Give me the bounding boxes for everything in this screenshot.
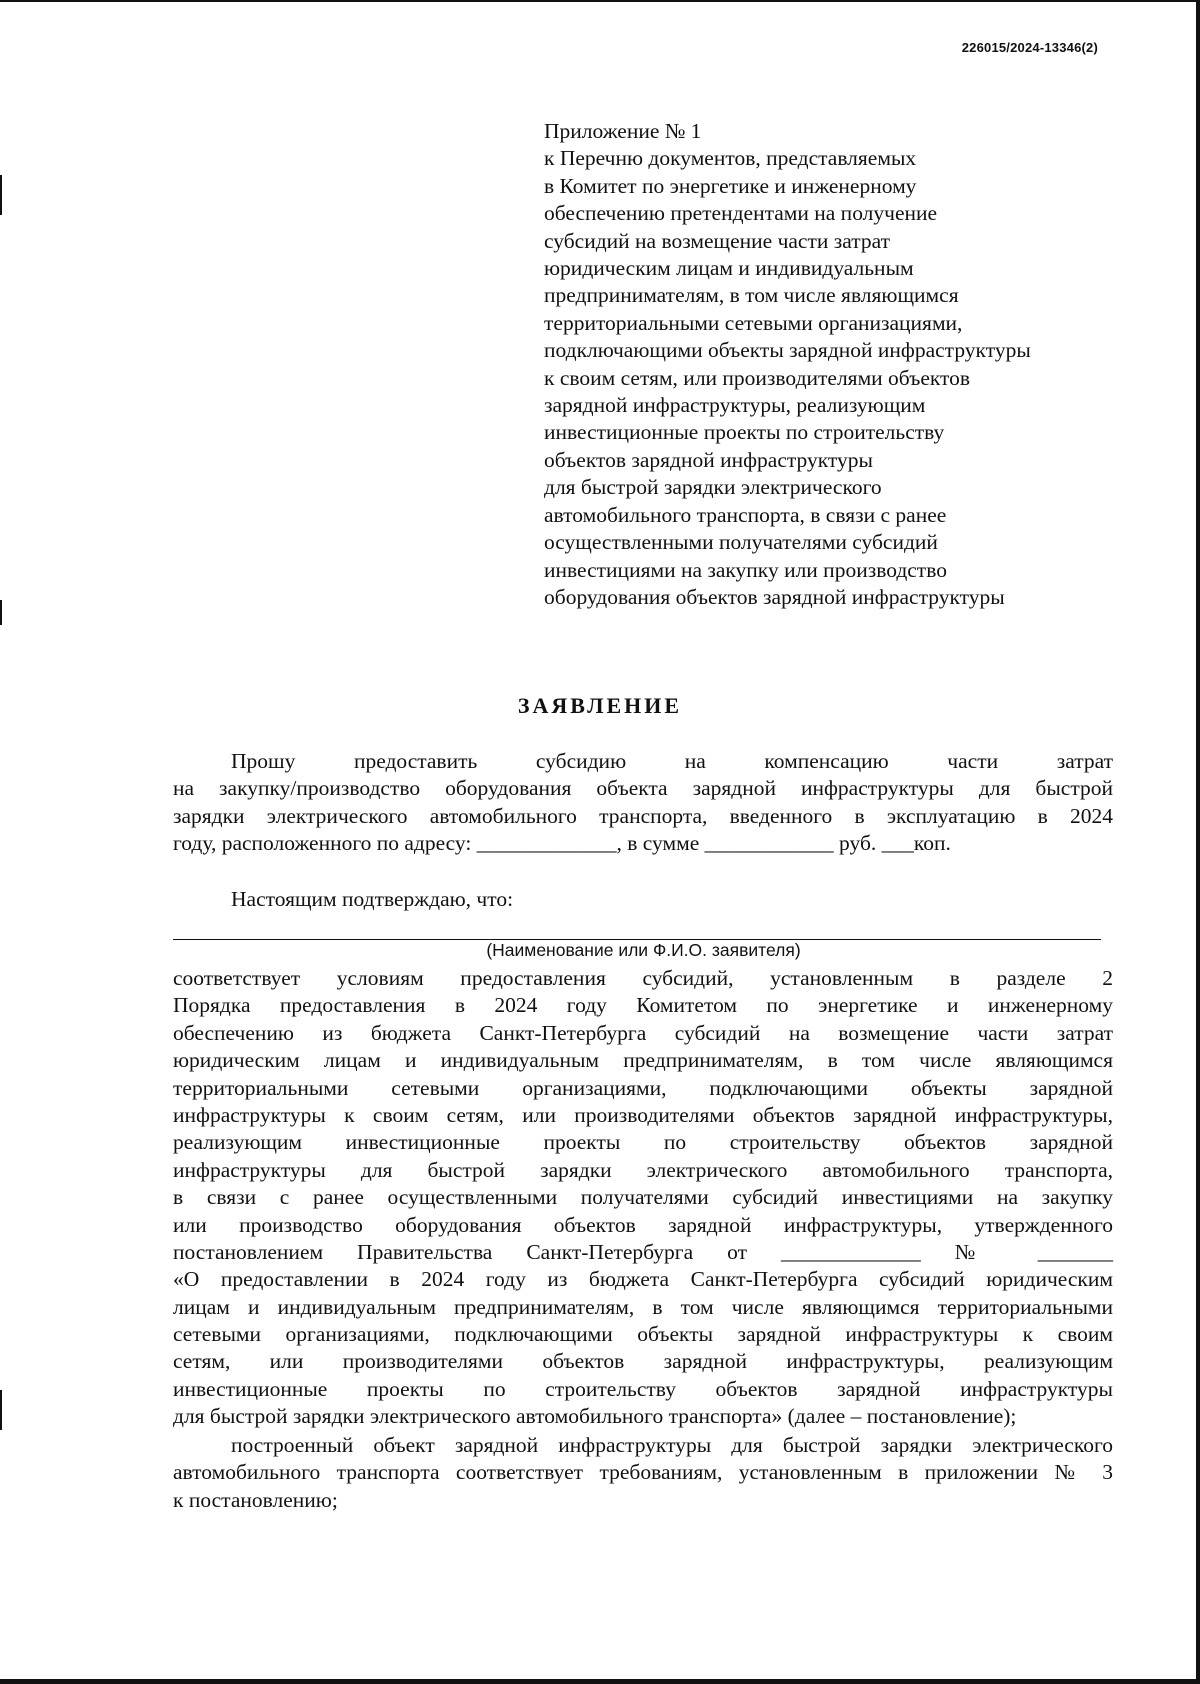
conditions-line: сетям, или производителями объектов зарядной инфраструктуры, реализующим: [173, 1349, 1113, 1374]
scan-edge-right: [1196, 0, 1200, 1684]
scan-edge-mark: [0, 175, 2, 215]
conditions-line: сетевыми организациями, подключающими объекты зарядной инфраструктуры к своим: [173, 1322, 1113, 1347]
appendix-line: объектов зарядной инфраструктуры: [544, 447, 873, 472]
scan-edge-bottom: [0, 1679, 1200, 1684]
conditions-line: для быстрой зарядки электрического автомобильного транспорта» (далее – постановление);: [173, 1404, 1017, 1429]
scan-edge-mark: [0, 1390, 2, 1430]
appendix-line: субсидий на возмещение части затрат: [544, 228, 891, 253]
appendix-line: инвестиционные проекты по строительству: [544, 420, 945, 445]
conditions-line: соответствует условиям предоставления субсидий, установленным в разделе 2: [173, 966, 1113, 990]
appendix-line: предпринимателям, в том числе являющимся: [544, 283, 959, 308]
appendix-line: осуществленными получателями субсидий: [544, 530, 938, 555]
appendix-line: подключающими объекты зарядной инфраструктуры: [544, 338, 1031, 363]
scan-edge-mark: [0, 600, 2, 625]
appendix-line: к своим сетям, или производителями объектов: [544, 365, 971, 390]
conditions-line: территориальными сетевыми организациями, подключающими объекты зарядной: [173, 1075, 1113, 1100]
appendix-line: инвестициями на закупку или производство: [544, 557, 947, 582]
appendix-line: юридическим лицам и индивидуальным: [544, 256, 914, 281]
scan-edge-top: [0, 0, 1200, 2]
built-object-paragraph: [173, 1432, 1113, 1514]
document-number: 226015/2024-13346(2): [961, 40, 1098, 55]
applicant-name-caption: (Наименование или Ф.И.О. заявителя): [486, 940, 801, 960]
request-line: на закупку/производство оборудования объекта зарядной инфраструктуры для быстрой: [173, 776, 1113, 801]
request-paragraph: [173, 748, 1113, 858]
confirmation-intro: Настоящим подтверждаю, что:: [231, 887, 514, 911]
conditions-line: инфраструктуры к своим сетям, или производителями объектов зарядной инфраструктуры,: [173, 1102, 1113, 1127]
appendix-header: [544, 118, 1124, 611]
appendix-line: обеспечению претендентами на получение: [544, 201, 938, 226]
request-line: Прошу предоставить субсидию на компенсацию части затрат: [231, 749, 1113, 773]
request-line: зарядки электрического автомобильного транспорта, введенного в эксплуатацию в 2024: [173, 803, 1113, 828]
conditions-line: инвестиционные проекты по строительству объектов зарядной инфраструктуры: [173, 1376, 1113, 1401]
conditions-line: постановлением Правительства Санкт-Петербурга от _____________ № _______: [173, 1239, 1113, 1264]
conditions-line: или производство оборудования объектов зарядной инфраструктуры, утвержденного: [173, 1212, 1113, 1237]
conditions-line: инфраструктуры для быстрой зарядки электрического автомобильного транспорта,: [173, 1157, 1113, 1182]
appendix-line: оборудования объектов зарядной инфраструктуры: [544, 584, 1005, 609]
appendix-line: в Комитет по энергетике и инженерному: [544, 173, 917, 198]
built-line: построенный объект зарядной инфраструктуры для быстрой зарядки электрического: [231, 1433, 1113, 1457]
appendix-line: Приложение № 1: [544, 119, 702, 143]
conditions-line: Порядка предоставления в 2024 году Комитетом по энергетике и инженерному: [173, 993, 1113, 1018]
conditions-line: в связи с ранее осуществленными получателями субсидий инвестициями на закупку: [173, 1185, 1113, 1210]
built-line: автомобильного транспорта соответствует требованиям, установленным в приложении № 3: [173, 1460, 1113, 1485]
conditions-line: юридическим лицам и индивидуальным предпринимателям, в том числе являющимся: [173, 1048, 1113, 1073]
request-line: году, расположенного по адресу: _____________, в сумме ____________ руб. ___коп.: [173, 831, 951, 856]
appendix-line: автомобильного транспорта, в связи с ранее: [544, 502, 947, 527]
built-line: к постановлению;: [173, 1487, 338, 1512]
appendix-line: территориальными сетевыми организациями,: [544, 310, 963, 335]
conditions-paragraph: [173, 965, 1113, 1431]
document-title: ЗАЯВЛЕНИЕ: [517, 693, 683, 718]
conditions-line: «О предоставлении в 2024 году из бюджета Санкт-Петербурга субсидий юридическим: [173, 1267, 1113, 1292]
conditions-line: обеспечению из бюджета Санкт-Петербурга субсидий на возмещение части затрат: [173, 1020, 1113, 1045]
appendix-line: к Перечню документов, представляемых: [544, 146, 917, 171]
appendix-line: зарядной инфраструктуры, реализующим: [544, 393, 926, 418]
appendix-line: для быстрой зарядки электрического: [544, 475, 882, 500]
conditions-line: лицам и индивидуальным предпринимателям, в том числе являющимся территориальными: [173, 1294, 1113, 1319]
conditions-line: реализующим инвестиционные проекты по строительству объектов зарядной: [173, 1130, 1113, 1155]
